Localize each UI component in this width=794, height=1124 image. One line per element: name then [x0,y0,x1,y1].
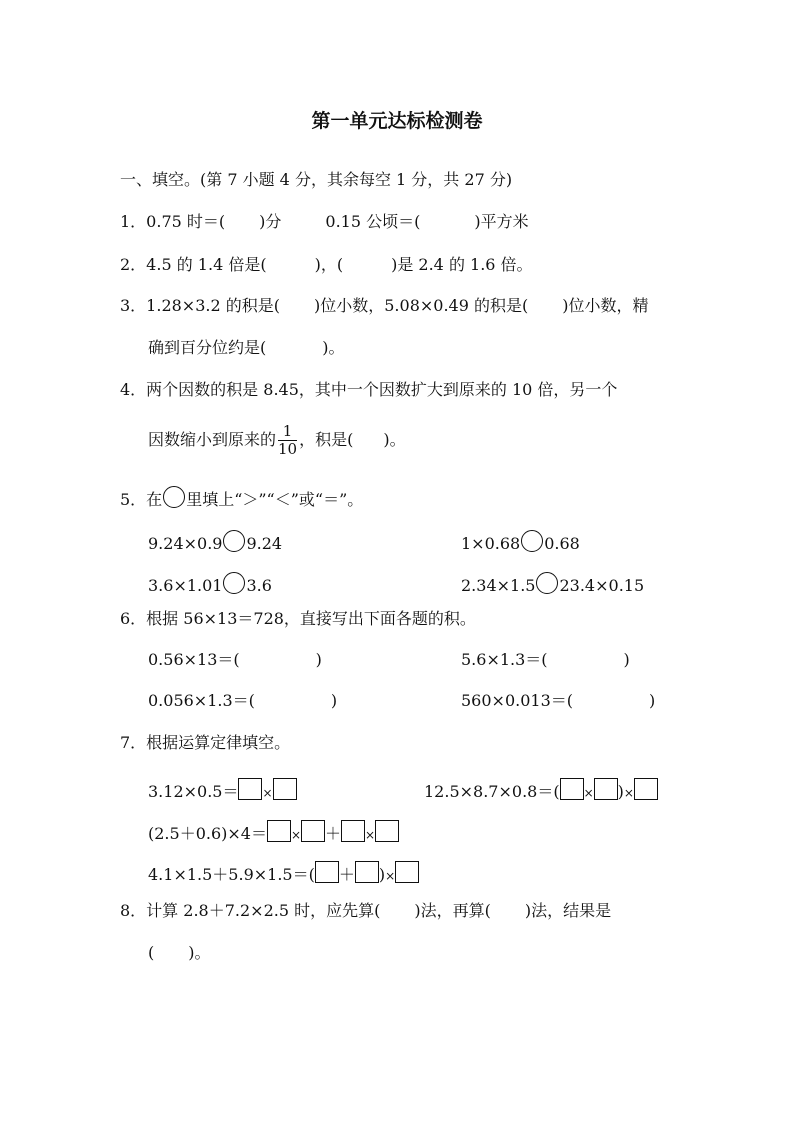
answer-box[interactable] [238,778,262,800]
answer-box[interactable] [301,820,325,842]
question-1: 1．0.75 时＝( )分 0.15 公顷＝( )平方米 [120,212,529,231]
answer-box[interactable] [315,861,339,883]
q7-item: 4.1×1.5＋5.9×1.5＝( ＋ )× [148,861,419,886]
q5-item: 9.24×0.9 9.24 [148,530,282,554]
question-3: 3．1.28×3.2 的积是( )位小数，5.08×0.49 的积是( )位小数，精 [120,296,649,315]
question-7: 7．根据运算定律填空。 [120,733,291,752]
question-4-cont: 因数缩小到原来的 $\frac{1}{10}$ ，积是( )。 [148,422,406,458]
fraction: $\frac{1}{10}$ [278,422,298,458]
circle-icon [163,486,185,508]
compare-circle[interactable] [223,572,245,594]
answer-box[interactable] [594,778,618,800]
answer-box[interactable] [273,778,297,800]
answer-box[interactable] [375,820,399,842]
answer-box[interactable] [560,778,584,800]
answer-box[interactable] [267,820,291,842]
page-title: 第一单元达标检测卷 [311,110,483,132]
q5-item: 1×0.68 0.68 [461,530,580,554]
compare-circle[interactable] [223,530,245,552]
question-3-cont: 确到百分位约是( )。 [148,338,345,357]
q6-item: 560×0.013＝( ) [461,691,656,710]
q7-item: (2.5＋0.6)×4＝ × ＋ × [148,820,399,845]
q5-item: 3.6×1.01 3.6 [148,572,272,596]
q6-item: 0.056×1.3＝( ) [148,691,338,710]
answer-box[interactable] [341,820,365,842]
answer-box[interactable] [634,778,658,800]
section-heading: 一、填空。(第 7 小题 4 分，其余每空 1 分，共 27 分) [120,170,513,189]
q7-item: 3.12×0.5＝ × [148,778,297,803]
question-8-cont: ( )。 [148,943,211,962]
answer-box[interactable] [355,861,379,883]
question-2: 2．4.5 的 1.4 倍是( )，( )是 2.4 的 1.6 倍。 [120,255,533,274]
compare-circle[interactable] [521,530,543,552]
answer-box[interactable] [395,861,419,883]
question-8: 8．计算 2.8＋7.2×2.5 时，应先算( )法，再算( )法，结果是 [120,901,612,920]
question-5: 5．在 里填上“＞”“＜”或“＝”。 [120,486,363,510]
q5-item: 2.34×1.5 23.4×0.15 [461,572,644,596]
question-6: 6．根据 56×13＝728，直接写出下面各题的积。 [120,609,476,628]
question-4: 4．两个因数的积是 8.45，其中一个因数扩大到原来的 10 倍，另一个 [120,380,618,399]
q7-item: 12.5×8.7×0.8＝( × )× [424,778,658,803]
q6-item: 0.56×13＝( ) [148,650,322,669]
compare-circle[interactable] [536,572,558,594]
q6-item: 5.6×1.3＝( ) [461,650,630,669]
